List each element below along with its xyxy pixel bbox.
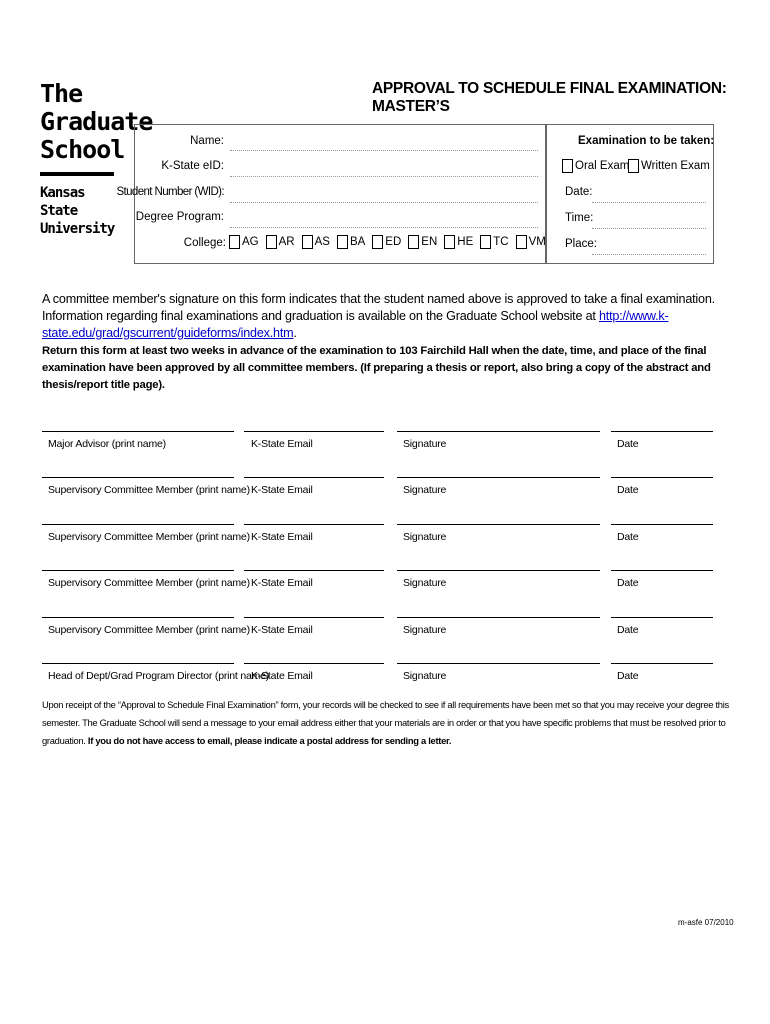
email-label: K-State Email — [251, 484, 313, 496]
date-line[interactable] — [611, 524, 713, 525]
email-label: K-State Email — [251, 577, 313, 589]
signature-label: Signature — [403, 438, 447, 450]
signature-label: Signature — [403, 531, 447, 543]
college-option-ba[interactable]: BA — [337, 235, 365, 249]
exam-time-field[interactable] — [592, 228, 706, 229]
signature-line[interactable] — [397, 431, 600, 432]
checkbox[interactable] — [372, 235, 383, 249]
program-field[interactable] — [230, 227, 538, 228]
checkbox[interactable] — [480, 235, 491, 249]
email-label: K-State Email — [251, 670, 313, 682]
college-option-ed[interactable]: ED — [372, 235, 401, 249]
email-line[interactable] — [244, 663, 384, 664]
receipt-notice: Upon receipt of the “Approval to Schedule Final Examination” form, your records will be checked to see if all requirements have been met so that you may receive your degree this semester. The Graduate School will send a message to your email address either that your materials are in order or that you have specific problems that must be resolved prior to graduation. If you do not have access to email, please indicate a postal address for sending a letter. — [42, 699, 729, 746]
date-label: Date — [617, 438, 639, 450]
written-exam-option[interactable]: Written Exam — [628, 159, 710, 173]
role-label: Major Advisor (print name) — [48, 438, 166, 450]
email-line[interactable] — [244, 477, 384, 478]
signature-label: Signature — [403, 624, 447, 636]
oral-exam-checkbox[interactable] — [562, 159, 573, 173]
role-line[interactable] — [42, 617, 234, 618]
checkbox[interactable] — [408, 235, 419, 249]
role-label: Supervisory Committee Member (print name) — [48, 577, 250, 589]
role-label: Supervisory Committee Member (print name) — [48, 484, 250, 496]
wid-label: Student Number (WID): — [116, 186, 224, 198]
signature-label: Signature — [403, 577, 447, 589]
date-label: Date — [617, 624, 639, 636]
eid-label: K-State eID: — [161, 160, 224, 172]
checkbox[interactable] — [229, 235, 240, 249]
committee-info-paragraph: A committee member's signature on this form indicates that the student named above is approved to take a final examination. Information regarding final examinations and graduation is available on the Graduate School website at http://www.k-state.edu/grad/gscurrent/guideforms/index.htm. — [42, 292, 715, 340]
return-instructions: Return this form at least two weeks in advance of the examination to 103 Fairchild Hall when the date, time, and place of the final examination have been approved by all committee members. (If preparing a thesis or report, also bring a copy of the abstract and thesis/report title page). — [42, 345, 711, 391]
name-field[interactable] — [230, 150, 538, 151]
signature-line[interactable] — [397, 663, 600, 664]
date-line[interactable] — [611, 617, 713, 618]
signature-label: Signature — [403, 670, 447, 682]
date-label: Date — [617, 670, 639, 682]
oral-exam-option[interactable]: Oral Exam — [562, 159, 629, 173]
role-line[interactable] — [42, 663, 234, 664]
email-line[interactable] — [244, 431, 384, 432]
college-options — [229, 235, 553, 249]
date-line[interactable] — [611, 477, 713, 478]
logo-title: The Graduate School — [40, 79, 153, 164]
eid-field[interactable] — [230, 176, 538, 177]
email-label: K-State Email — [251, 438, 313, 450]
signature-line[interactable] — [397, 524, 600, 525]
email-line[interactable] — [244, 617, 384, 618]
signature-line[interactable] — [397, 570, 600, 571]
exam-date-field[interactable] — [592, 202, 706, 203]
date-line[interactable] — [611, 570, 713, 571]
role-label: Head of Dept/Grad Program Director (print name) — [48, 670, 270, 682]
written-exam-checkbox[interactable] — [628, 159, 639, 173]
date-line[interactable] — [611, 431, 713, 432]
date-label: Date — [617, 484, 639, 496]
signature-line[interactable] — [397, 617, 600, 618]
form-title: APPROVAL TO SCHEDULE FINAL EXAMINATION: MASTER’S — [372, 80, 727, 115]
exam-place-field[interactable] — [592, 254, 706, 255]
checkbox[interactable] — [302, 235, 313, 249]
exam-time-label: Time: — [565, 212, 594, 224]
email-label: K-State Email — [251, 624, 313, 636]
college-option-en[interactable]: EN — [408, 235, 437, 249]
role-line[interactable] — [42, 570, 234, 571]
role-line[interactable] — [42, 477, 234, 478]
college-option-as[interactable]: AS — [302, 235, 330, 249]
role-line[interactable] — [42, 524, 234, 525]
college-option-he[interactable]: HE — [444, 235, 473, 249]
college-option-ar[interactable]: AR — [266, 235, 295, 249]
signature-label: Signature — [403, 484, 447, 496]
exam-place-label: Place: — [565, 238, 597, 250]
name-label: Name: — [190, 135, 224, 147]
program-label: Degree Program: — [135, 211, 224, 223]
checkbox[interactable] — [516, 235, 527, 249]
exam-heading: Examination to be taken: — [578, 135, 715, 147]
role-label: Supervisory Committee Member (print name) — [48, 624, 250, 636]
checkbox[interactable] — [444, 235, 455, 249]
email-label: K-State Email — [251, 531, 313, 543]
email-line[interactable] — [244, 570, 384, 571]
graduate-school-logo — [40, 79, 153, 238]
signature-line[interactable] — [397, 477, 600, 478]
wid-field[interactable] — [230, 202, 538, 203]
college-option-vm[interactable]: VM — [516, 235, 546, 249]
date-label: Date — [617, 531, 639, 543]
guideforms-link[interactable]: http://www.k-state.edu/grad/gscurrent/guideforms/index.htm — [42, 309, 669, 340]
checkbox[interactable] — [266, 235, 277, 249]
college-label: College: — [183, 237, 226, 249]
college-option-ag[interactable]: AG — [229, 235, 259, 249]
logo-subtitle: Kansas State University — [40, 185, 115, 237]
role-label: Supervisory Committee Member (print name) — [48, 531, 250, 543]
role-line[interactable] — [42, 431, 234, 432]
date-line[interactable] — [611, 663, 713, 664]
logo-divider — [40, 172, 114, 176]
email-line[interactable] — [244, 524, 384, 525]
checkbox[interactable] — [337, 235, 348, 249]
form-code: m-asfe 07/2010 — [678, 918, 734, 927]
college-option-tc[interactable]: TC — [480, 235, 508, 249]
exam-date-label: Date: — [565, 186, 593, 198]
date-label: Date — [617, 577, 639, 589]
